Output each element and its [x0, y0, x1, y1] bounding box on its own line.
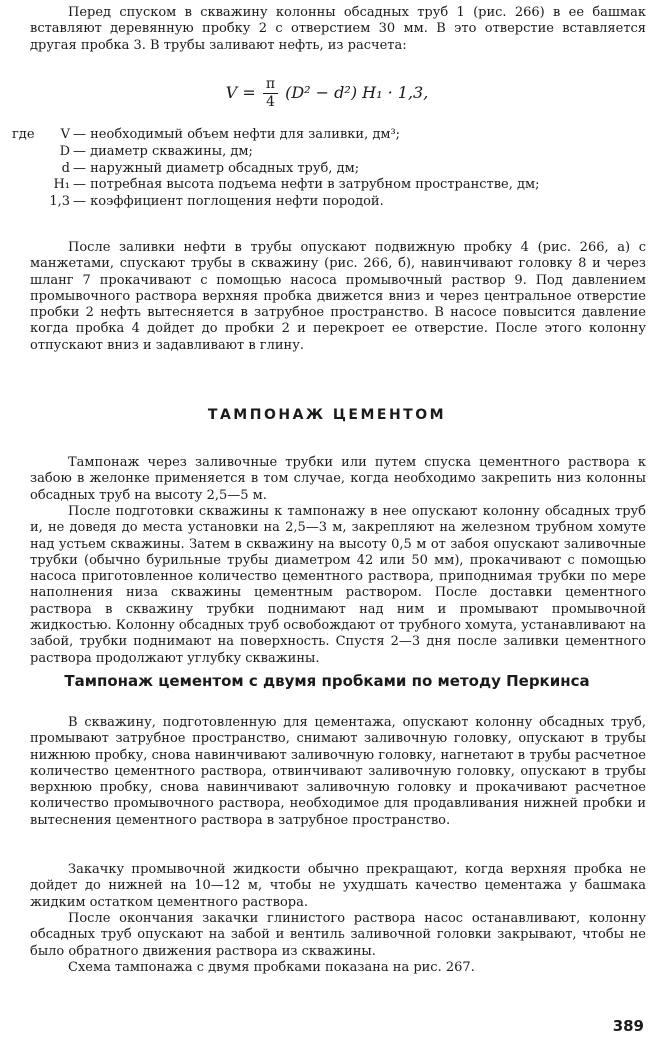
paragraph-cement-intro: Тампонаж через заливочные трубки или путем спуска цементного раствора к забою в желонке применяется в том случае, когда необходимо закрепить низ колонны обсадных труб на высоту 2,5—5 м. — [30, 455, 646, 503]
formula-fraction — [263, 76, 278, 111]
definition-row — [12, 144, 652, 161]
oil-volume-formula — [0, 76, 654, 111]
paragraph-pump-stop: После окончания закачки глинистого раствора насос останавливают, колонну обсадных труб опускают на забой и вентиль заливочной головки закрывают, чтобы не было обратного движения раствора из скважины. — [30, 911, 646, 959]
formula-lhs: V = — [225, 83, 256, 102]
definition-text: — потребная высота подъема нефти в затрубном пространстве, дм; — [73, 177, 540, 193]
definition-text: — наружный диаметр обсадных труб, дм; — [73, 160, 360, 176]
definition-row — [12, 127, 652, 144]
definition-row — [12, 177, 652, 194]
definition-row — [12, 194, 652, 211]
definition-text: — коэффициент поглощения нефти породой. — [73, 194, 384, 210]
definition-symbol: d — [61, 160, 70, 176]
paragraph-cement-procedure: После подготовки скважины к тампонажу в нее опускают колонну обсадных труб и, не доведя до места установки на 2,5—3 м, закрепляют на железном трубном хомуте над устьем скважины. Затем в скважину на высоту 0,5 м от забоя опускают заливочные трубки (обычно бурильные трубы диаметром 42 или 50 мм), прокачивают с помощью насоса приготовленное количество цементного раствора, приподнимая трубки по мере наполнения низа скважины цементным раствором. После доставки цементного раствора в скважину трубки поднимают над ним и промывают промывочной жидкостью. Колонну обсадных труб освобождают от трубного хомута, устанавливают на забой, трубки поднимают на поверхность. Спустя 2—3 дня после заливки цементного раствора продолжают углубку скважины. — [30, 504, 646, 666]
definition-row — [12, 161, 652, 178]
paragraph-plug-pumping: После заливки нефти в трубы опускают подвижную пробку 4 (рис. 266, а) с манжетами, спускают трубы в скважину (рис. 266, б), навинчивают головку 8 и через шланг 7 прокачивают с помощью насоса промывочный раствор 9. Под давлением промывочного раствора верхняя пробка движется вниз и через центральное отверстие пробки 2 нефть вытесняется в затрубное пространство. В насосе повысится давление когда пробка 4 дойдет до пробки 2 и перекроет ее отверстие. После этого колонну отпускают вниз и задавливают в глину. — [30, 240, 646, 353]
definitions-intro: где — [12, 127, 35, 142]
definition-symbol: 1,3 — [49, 194, 70, 210]
paragraph-perkins-procedure: В скважину, подготовленную для цементажа, опускают колонну обсадных труб, промывают затрубное пространство, снимают заливочную головку, опускают в трубы нижнюю пробку, снова навинчивают заливочную головку, нагнетают в трубы расчетное количество цементного раствора, отвинчивают заливочную головку, опускают в трубы верхнюю пробку, снова навинчивают заливочную головку и прокачивают расчетное количество промывочного раствора, необходимое для продавливания нижней пробки и вытеснения цементного раствора в затрубное пространство. — [30, 715, 646, 828]
formula-definitions — [12, 127, 652, 211]
definition-symbol: V — [60, 127, 70, 142]
definition-symbol: H₁ — [53, 177, 70, 193]
formula-denominator: 4 — [265, 94, 275, 110]
heading-cement-plugging: ТАМПОНАЖ ЦЕМЕНТОМ — [207, 407, 447, 423]
heading-perkins-method: Тампонаж цементом с двумя пробками по методу Перкинса — [64, 672, 590, 690]
formula-rhs: (D² − d²) H₁ · 1,3, — [285, 83, 429, 102]
definition-text: — необходимый объем нефти для заливки, дм³; — [73, 127, 401, 142]
definition-text: — диаметр скважины, дм; — [73, 143, 253, 159]
paragraph-flushing-stop: Закачку промывочной жидкости обычно прекращают, когда верхняя пробка не дойдет до нижней на 10—12 м, чтобы не ухудшать качество цементажа у башмака жидким остатком цементного раствора. — [30, 862, 646, 910]
definition-symbol: D — [59, 143, 70, 159]
formula-numerator: π — [263, 76, 278, 94]
paragraph-figure-reference: Схема тампонажа с двумя пробками показана на рис. 267. — [68, 960, 475, 975]
page-number: 389 — [612, 1017, 644, 1035]
paragraph-casing-plugs: Перед спуском в скважину колонны обсадных труб 1 (рис. 266) в ее башмак вставляют деревянную пробку 2 с отверстием 30 мм. В это отверстие вставляется другая пробка 3. В трубы заливают нефть, из расчета: — [30, 5, 646, 53]
